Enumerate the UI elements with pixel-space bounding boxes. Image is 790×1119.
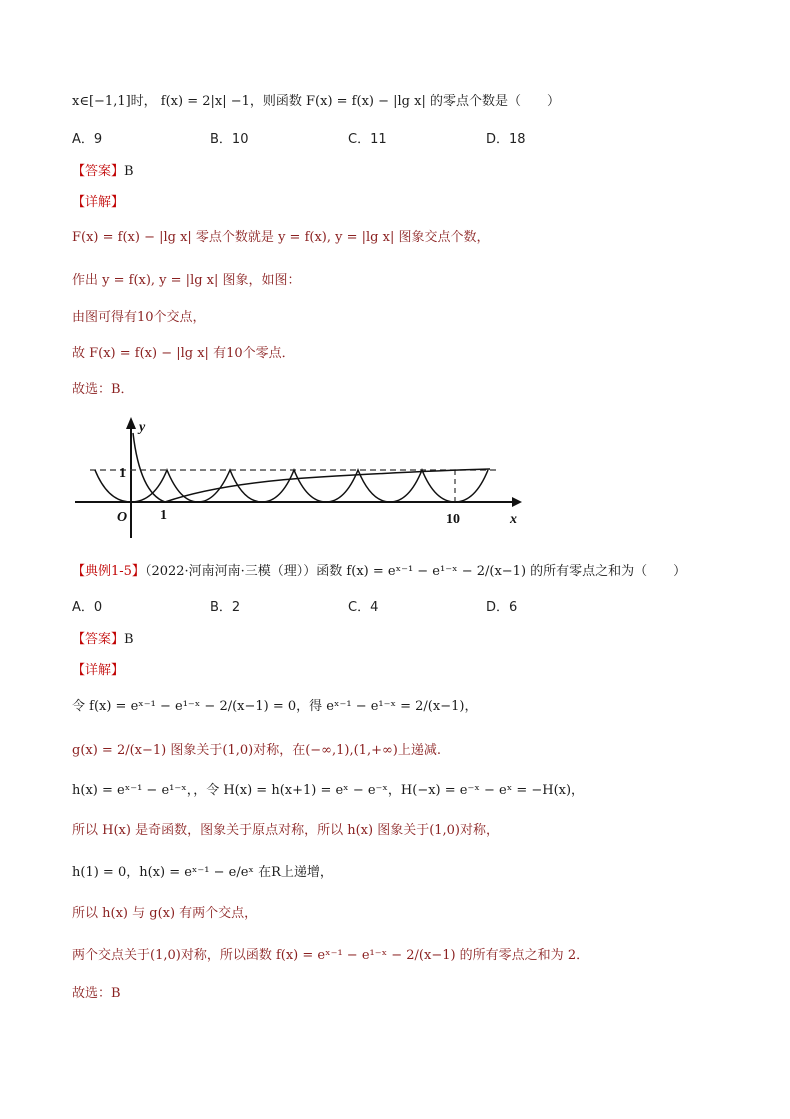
q1-detail-line-1: F(x) = f(x) − |lg x| 零点个数就是 y = f(x), y = |lg x| 图象交点个数， [72, 230, 490, 245]
q2-answer-value: B [124, 632, 134, 647]
q1-detail-line-3: 由图可得有10个交点， [72, 310, 206, 325]
q2-detail-line-7: 两个交点关于(1,0)对称，所以函数 f(x) = eˣ⁻¹ − e¹⁻ˣ − 2/(x−1) 的所有零点之和为 2． [72, 948, 590, 963]
q1-answer [72, 163, 134, 181]
q1-option-a: A．9 [72, 132, 103, 147]
q2-detail-tag: 【详解】 [72, 663, 125, 678]
y-axis-label: y [139, 420, 146, 435]
q1-option-b: B．10 [210, 132, 249, 147]
function-graph [0, 413, 790, 543]
q2-detail-line-8: 故选：B [72, 986, 121, 1001]
periodic-curve [95, 470, 488, 502]
q1-answer-tag: 【答案】 [72, 164, 125, 179]
q2-option-a: A．0 [72, 600, 103, 615]
q2-option-d: D．6 [486, 600, 518, 615]
q2-option-b: B．2 [210, 600, 241, 615]
q1-detail-line-5: 故选：B． [72, 382, 134, 397]
q2-option-c: C．4 [348, 600, 379, 615]
lg-curve [133, 433, 490, 502]
q1-detail-line-2: 作出 y = f(x), y = |lg x| 图象，如图： [72, 273, 301, 288]
q2-detail-line-6: 所以 h(x) 与 g(x) 有两个交点， [72, 906, 258, 921]
q2-stem-source: （2022·河南河南·三模（理）） [144, 564, 317, 579]
q1-answer-value: B [124, 164, 134, 179]
q2-detail-line-5: h(1) = 0，h(x) = eˣ⁻¹ − e/eˣ 在R上递增， [72, 865, 333, 880]
q2-detail-line-2: g(x) = 2/(x−1) 图象关于(1,0)对称，在(−∞,1),(1,+∞)上递减. [72, 743, 441, 758]
q2-answer-tag: 【答案】 [72, 632, 125, 647]
tick-ten: 10 [446, 512, 460, 527]
q1-detail-tag: 【详解】 [72, 195, 125, 210]
q2-detail-line-4: 所以 H(x) 是奇函数，图象关于原点对称，所以 h(x) 图象关于(1,0)对称， [72, 823, 500, 838]
q1-option-d: D．18 [486, 132, 526, 147]
q2-answer [72, 631, 134, 649]
q1-detail-line-4: 故 F(x) = f(x) − |lg x| 有10个零点． [72, 346, 295, 361]
tick-one-x: 1 [160, 508, 167, 523]
q1-option-c: C．11 [348, 132, 387, 147]
q2-stem-tag: 【典例1-5】 [72, 564, 145, 579]
x-axis-label: x [510, 512, 517, 527]
q2-stem-text: 函数 f(x) = eˣ⁻¹ − e¹⁻ˣ − 2/(x−1) 的所有零点之和为（ ） [316, 564, 687, 579]
q1-stem: x∈[−1,1]时， f(x) = 2|x| −1，则函数 F(x) = f(x) − |lg x| 的零点个数是（ ） [72, 94, 560, 109]
tick-one-y: 1 [119, 466, 126, 481]
q2-detail-line-1: 令 f(x) = eˣ⁻¹ − e¹⁻ˣ − 2/(x−1) = 0，得 eˣ⁻¹ − e¹⁻ˣ = 2/(x−1)， [72, 699, 478, 714]
q2-detail-line-3: h(x) = eˣ⁻¹ − e¹⁻ˣ，，令 H(x) = h(x+1) = eˣ − e⁻ˣ，H(−x) = e⁻ˣ − eˣ = −H(x)， [72, 783, 585, 798]
q2-stem [72, 563, 686, 581]
origin-label: O [117, 510, 128, 525]
x-axis-arrow [512, 497, 522, 507]
y-axis-arrow [126, 417, 136, 429]
